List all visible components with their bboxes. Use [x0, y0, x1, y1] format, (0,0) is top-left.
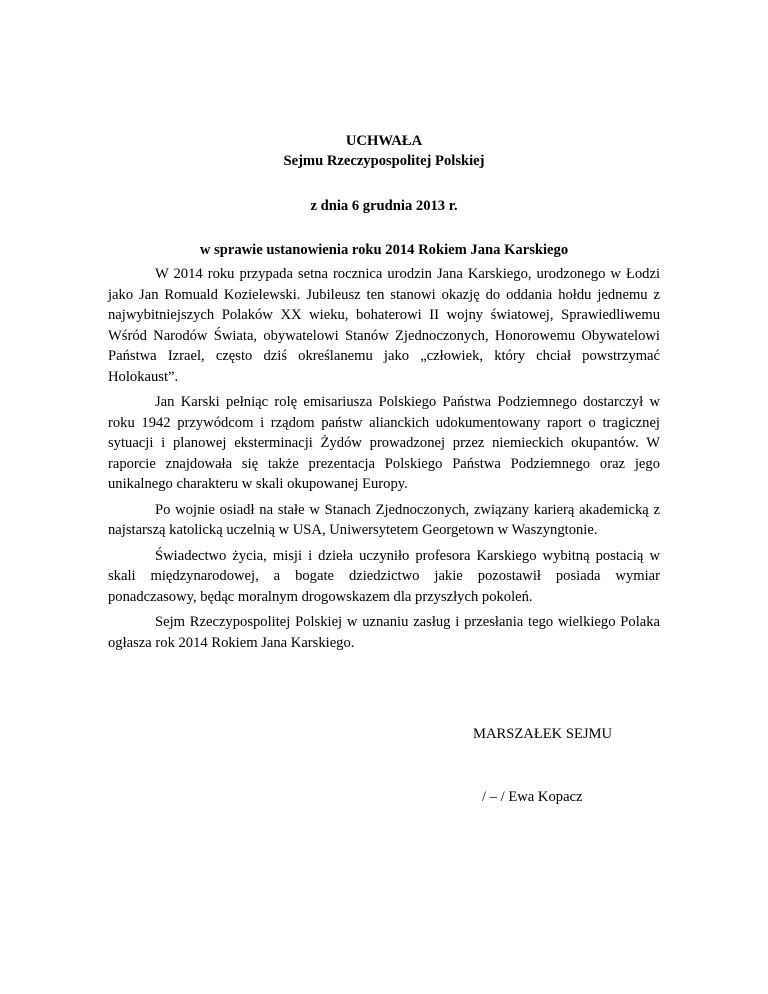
signature-name: / – / Ewa Kopacz — [482, 789, 583, 805]
document-subject: w sprawie ustanowienia roku 2014 Rokiem Jana Karskiego — [199, 242, 569, 258]
document-date: z dnia 6 grudnia 2013 r. — [310, 198, 458, 214]
document-issuer: Sejmu Rzeczypospolitej Polskiej — [283, 153, 485, 169]
paragraph-report: Jan Karski pełniąc rolę emisariusza Polskiego Państwa Podziemnego dostarczył w roku 1942 przywódcom i rządom państw alianckich udokumentowany raport o tragicznej sytuacji i planowej eksterminacji Żydów prowadzonej przez niemieckich okupantów. W raporcie znajdowała się także prezentacja Polskiego Państwa Podziemnego oraz jego unikalnego charakteru w skali okupowanej Europy. — [108, 394, 660, 492]
paragraph-anniversary: W 2014 roku przypada setna rocznica urodzin Jana Karskiego, urodzonego w Łodzi jako Jan Romuald Kozielewski. Jubileusz ten stanowi okazję do oddania hołdu jednemu z najwybitniejszych Polaków XX wieku, bohaterowi II wojny światowej, Sprawiedliwemu Wśród Narodów Świata, obywatelowi Stanów Zjednoczonych, Honorowemu Obywatelowi Państwa Izrael, często dziś określanemu jako „człowiek, który chciał powstrzymać Holokaust”. — [108, 266, 660, 385]
document-title: UCHWAŁA — [345, 133, 423, 149]
resolution-body — [108, 264, 660, 658]
paragraph-after-war: Po wojnie osiadł na stałe w Stanach Zjednoczonych, związany karierą akademicką z najstarszą katolicką uczelnią w USA, Uniwersytetem Georgetown w Waszyngtonie. — [108, 501, 660, 538]
paragraph-legacy: Świadectwo życia, misji i dzieła uczyniło profesora Karskiego wybitną postacią w skali międzynarodowej, a bogate dziedzictwo jakie pozostawił posiada wymiar ponadczasowy, będąc moralnym drogowskazem dla przyszłych pokoleń. — [108, 547, 660, 605]
signature-office: MARSZAŁEK SEJMU — [473, 726, 613, 742]
paragraph-declaration: Sejm Rzeczypospolitej Polskiej w uznaniu zasług i przesłania tego wielkiego Polaka ogłasza rok 2014 Rokiem Jana Karskiego. — [108, 614, 660, 651]
